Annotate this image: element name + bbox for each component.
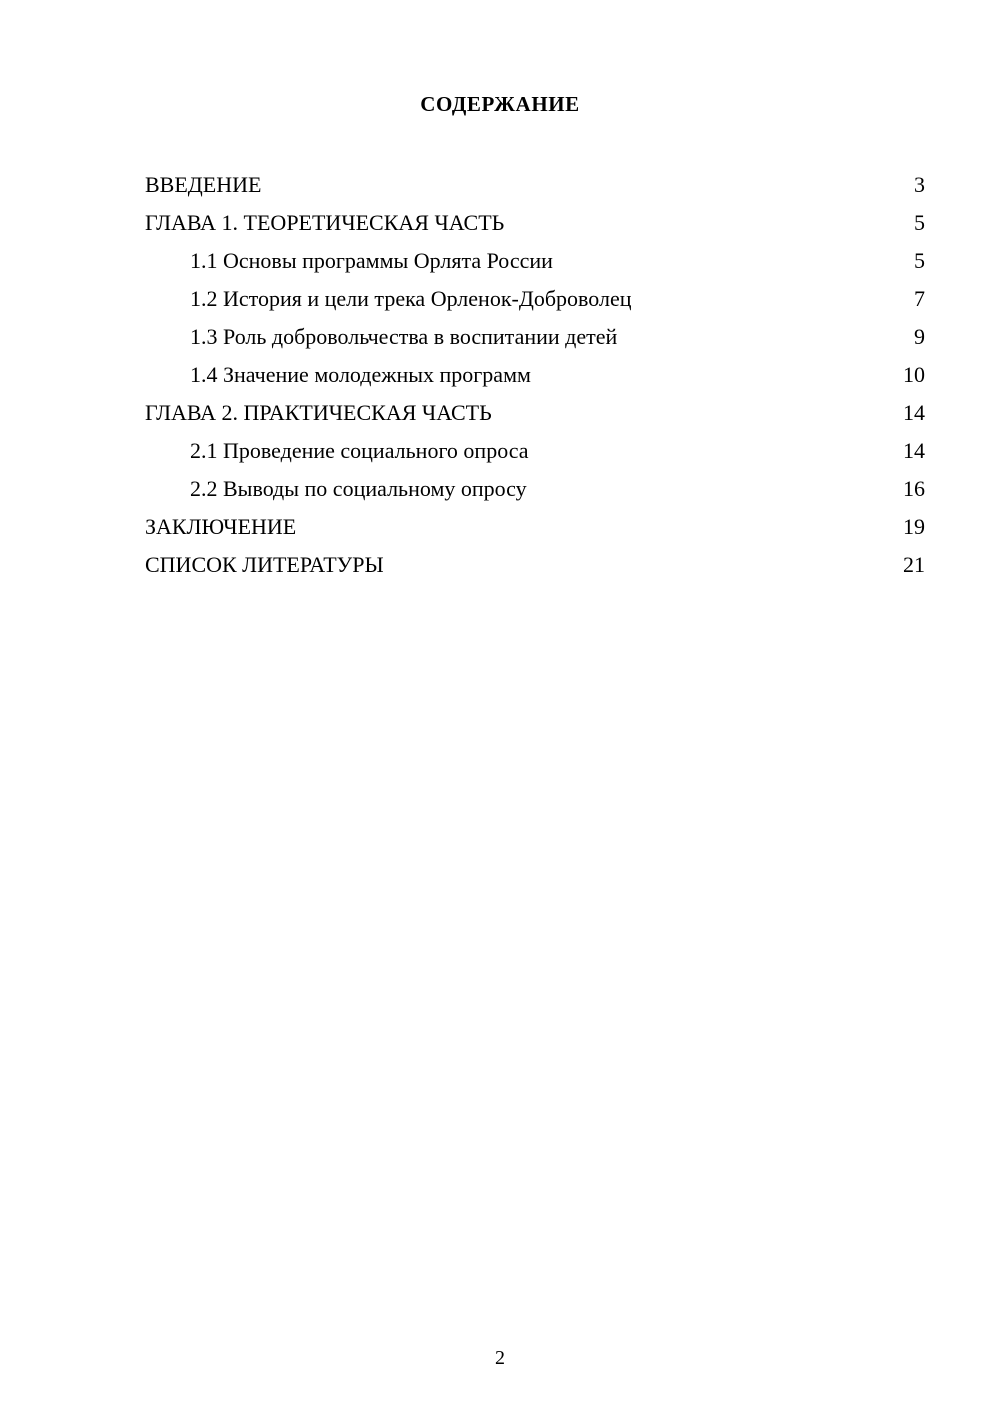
toc-entry-page-number: 5 [914,210,925,235]
toc-entry-label: 2.1 Проведение социального опроса [190,438,529,463]
toc-entry-page-number: 19 [903,514,925,539]
toc-entry-page-number: 21 [903,552,925,577]
toc-entry[interactable] [145,242,925,280]
toc-entry[interactable] [145,508,925,546]
page-title: СОДЕРЖАНИЕ [420,92,580,116]
toc-entry-label: ВВЕДЕНИЕ [145,172,262,197]
toc-entry-label: 1.2 История и цели трека Орленок-Доброволец [190,286,632,311]
toc-entry[interactable] [145,356,925,394]
toc-entry-label: 1.4 Значение молодежных программ [190,362,531,387]
toc-entry[interactable] [145,318,925,356]
toc-entry-label: ГЛАВА 1. ТЕОРЕТИЧЕСКАЯ ЧАСТЬ [145,210,505,235]
toc-entry[interactable] [145,166,925,204]
toc-entry[interactable] [145,470,925,508]
toc-entry[interactable] [145,432,925,470]
toc-entry[interactable] [145,546,925,584]
toc-entry-page-number: 3 [914,172,925,197]
table-of-contents [145,166,925,584]
toc-entry-label: 2.2 Выводы по социальному опросу [190,476,527,501]
toc-entry-label: ЗАКЛЮЧЕНИЕ [145,514,297,539]
footer-page-number: 2 [495,1347,505,1369]
toc-entry-page-number: 9 [914,324,925,349]
toc-entry-page-number: 7 [914,286,925,311]
toc-entry-label: СПИСОК ЛИТЕРАТУРЫ [145,552,384,577]
toc-entry[interactable] [145,204,925,242]
toc-entry-page-number: 14 [903,400,925,425]
toc-entry-page-number: 10 [903,362,925,387]
toc-entry-page-number: 16 [903,476,925,501]
toc-entry[interactable] [145,394,925,432]
toc-entry-label: 1.3 Роль добровольчества в воспитании детей [190,324,618,349]
toc-entry-page-number: 14 [903,438,925,463]
toc-entry-label: ГЛАВА 2. ПРАКТИЧЕСКАЯ ЧАСТЬ [145,400,492,425]
toc-entry[interactable] [145,280,925,318]
toc-entry-page-number: 5 [914,248,925,273]
toc-entry-label: 1.1 Основы программы Орлята России [190,248,553,273]
